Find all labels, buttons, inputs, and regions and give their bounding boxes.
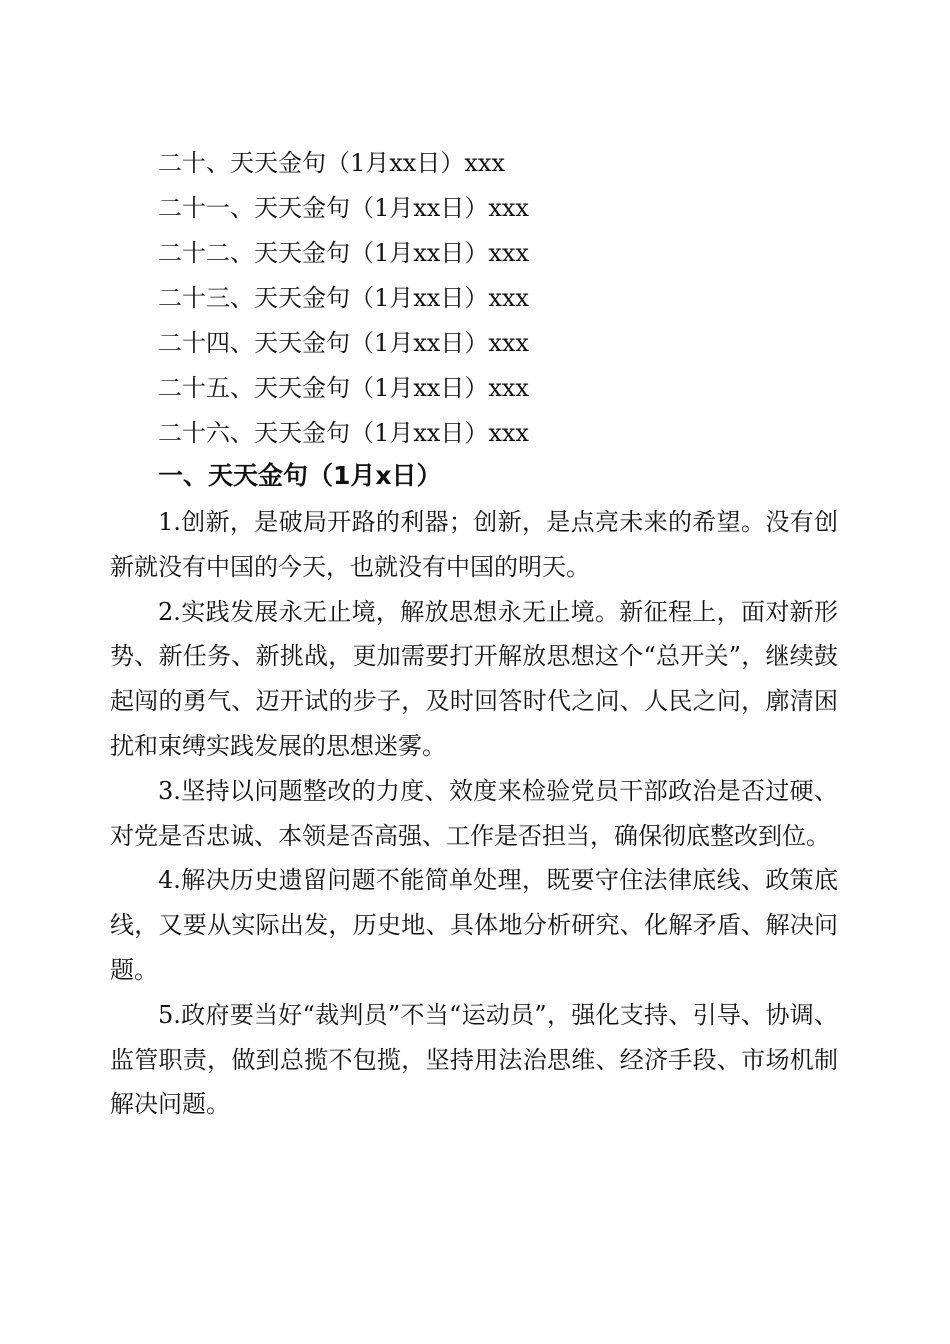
paragraph-4: 4.解决历史遗留问题不能简单处理，既要守住法律底线、政策底线，又要从实际出发，历史地、具体地分析研究、化解矛盾、解决问题。 (110, 866, 838, 984)
section-heading: 一、天天金句（1月x日） (158, 461, 442, 490)
toc-item-26: 二十六、天天金句（1月xx日）xxx (158, 419, 529, 447)
table-of-contents (158, 141, 858, 456)
toc-item-23: 二十三、天天金句（1月xx日）xxx (158, 284, 529, 312)
toc-item-24: 二十四、天天金句（1月xx日）xxx (158, 329, 529, 357)
toc-item-22: 二十二、天天金句（1月xx日）xxx (158, 239, 529, 267)
paragraph-3: 3.坚持以问题整改的力度、效度来检验党员干部政治是否过硬、对党是否忠诚、本领是否高强、工作是否担当，确保彻底整改到位。 (110, 776, 838, 850)
paragraph-2: 2.实践发展永无止境，解放思想永无止境。新征程上，面对新形势、新任务、新挑战，更加需要打开解放思想这个“总开关”，继续鼓起闯的勇气、迈开试的步子，及时回答时代之问、人民之问，廓清困扰和束缚实践发展的思想迷雾。 (110, 597, 838, 760)
section-body (110, 500, 838, 1127)
toc-item-25: 二十五、天天金句（1月xx日）xxx (158, 374, 529, 402)
paragraph-5: 5.政府要当好“裁判员”不当“运动员”，强化支持、引导、协调、监管职责，做到总揽不包揽，坚持用法治思维、经济手段、市场机制解决问题。 (110, 1000, 838, 1119)
toc-item-20: 二十、天天金句（1月xx日）xxx (158, 149, 505, 177)
paragraph-1: 1.创新，是破局开路的利器；创新，是点亮未来的希望。没有创新就没有中国的今天，也就没有中国的明天。 (110, 508, 838, 581)
toc-item-21: 二十一、天天金句（1月xx日）xxx (158, 194, 529, 222)
